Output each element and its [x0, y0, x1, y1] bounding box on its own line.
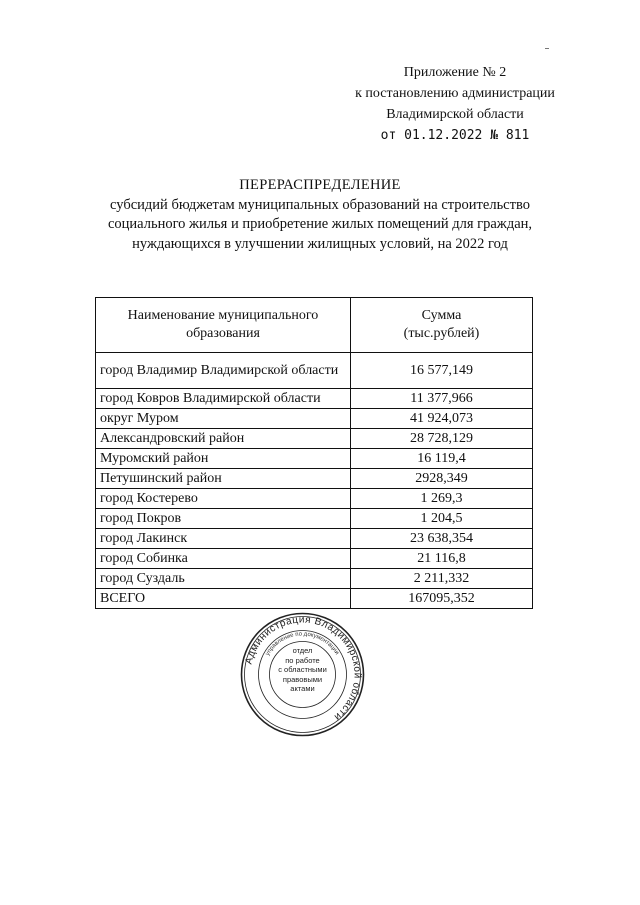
header-sum-title: Сумма [421, 308, 462, 323]
table-row [96, 409, 533, 429]
title-heading: ПЕРЕРАСПРЕДЕЛЕНИЕ [239, 177, 401, 193]
total-label: ВСЕГО [96, 589, 351, 609]
row-sum: 2 211,332 [351, 569, 533, 589]
row-name: Александровский район [96, 429, 351, 449]
row-sum: 1 269,3 [351, 489, 533, 509]
row-name: Петушинский район [96, 469, 351, 489]
appendix-date: от 01.12.2022 № 811 [380, 128, 530, 143]
table-row [96, 489, 533, 509]
row-sum: 28 728,129 [351, 429, 533, 449]
appendix-number: Приложение № 2 [403, 65, 507, 80]
appendix-reference [340, 62, 570, 146]
row-sum: 11 377,966 [351, 389, 533, 409]
row-name: город Суздаль [96, 569, 351, 589]
document-title [90, 176, 550, 254]
row-sum: 1 204,5 [351, 509, 533, 529]
stamp-inner-line: отдел [292, 646, 313, 655]
title-line-3: нуждающихся в улучшении жилищных условий, на 2022 год [132, 235, 508, 252]
title-line-2: социального жилья и приобретение жилых помещений для граждан, [107, 216, 533, 232]
table-row [96, 549, 533, 569]
official-stamp [240, 612, 365, 737]
row-name: город Собинка [96, 549, 351, 569]
row-name: город Лакинск [96, 529, 351, 549]
table-total-row [96, 589, 533, 609]
table-row [96, 449, 533, 469]
stamp-inner-line: по работе [285, 655, 320, 665]
table-row [96, 509, 533, 529]
distribution-table [95, 297, 533, 609]
row-name: Муромский район [96, 449, 351, 469]
scan-mark [545, 48, 549, 49]
appendix-resolution: к постановлению администрации [355, 86, 555, 101]
header-sum-unit: (тыс.рублей) [403, 326, 480, 341]
row-sum: 23 638,354 [351, 529, 533, 549]
title-line-1: субсидий бюджетам муниципальных образований на строительство [110, 196, 530, 213]
table-row [96, 429, 533, 449]
table-header-row [96, 298, 533, 353]
stamp-inner-line: актами [290, 684, 315, 693]
stamp-inner-line: правовыми [282, 674, 323, 684]
table-row [96, 529, 533, 549]
table-row [96, 469, 533, 489]
row-sum: 16 119,4 [351, 449, 533, 469]
header-name: Наименование муниципального образования [96, 298, 351, 353]
row-sum: 21 116,8 [351, 549, 533, 569]
appendix-region: Владимирской области [386, 107, 524, 122]
table-row [96, 389, 533, 409]
stamp-inner-line: с областными [278, 665, 327, 674]
row-sum: 16 577,149 [351, 353, 533, 389]
row-name: город Ковров Владимирской области [96, 389, 351, 409]
row-sum: 41 924,073 [351, 409, 533, 429]
table-row [96, 353, 533, 389]
stamp-outer-text: Администрация Владимирской области [243, 614, 363, 723]
total-sum: 167095,352 [351, 589, 533, 609]
row-sum: 2928,349 [351, 469, 533, 489]
stamp-middle-text: управление по документации [264, 631, 340, 657]
header-sum [351, 298, 533, 353]
row-name: город Покров [96, 509, 351, 529]
row-name: город Владимир Владимирской области [96, 353, 351, 389]
stamp-inner-text [240, 646, 365, 694]
table-row [96, 569, 533, 589]
row-name: город Костерево [96, 489, 351, 509]
row-name: округ Муром [96, 409, 351, 429]
